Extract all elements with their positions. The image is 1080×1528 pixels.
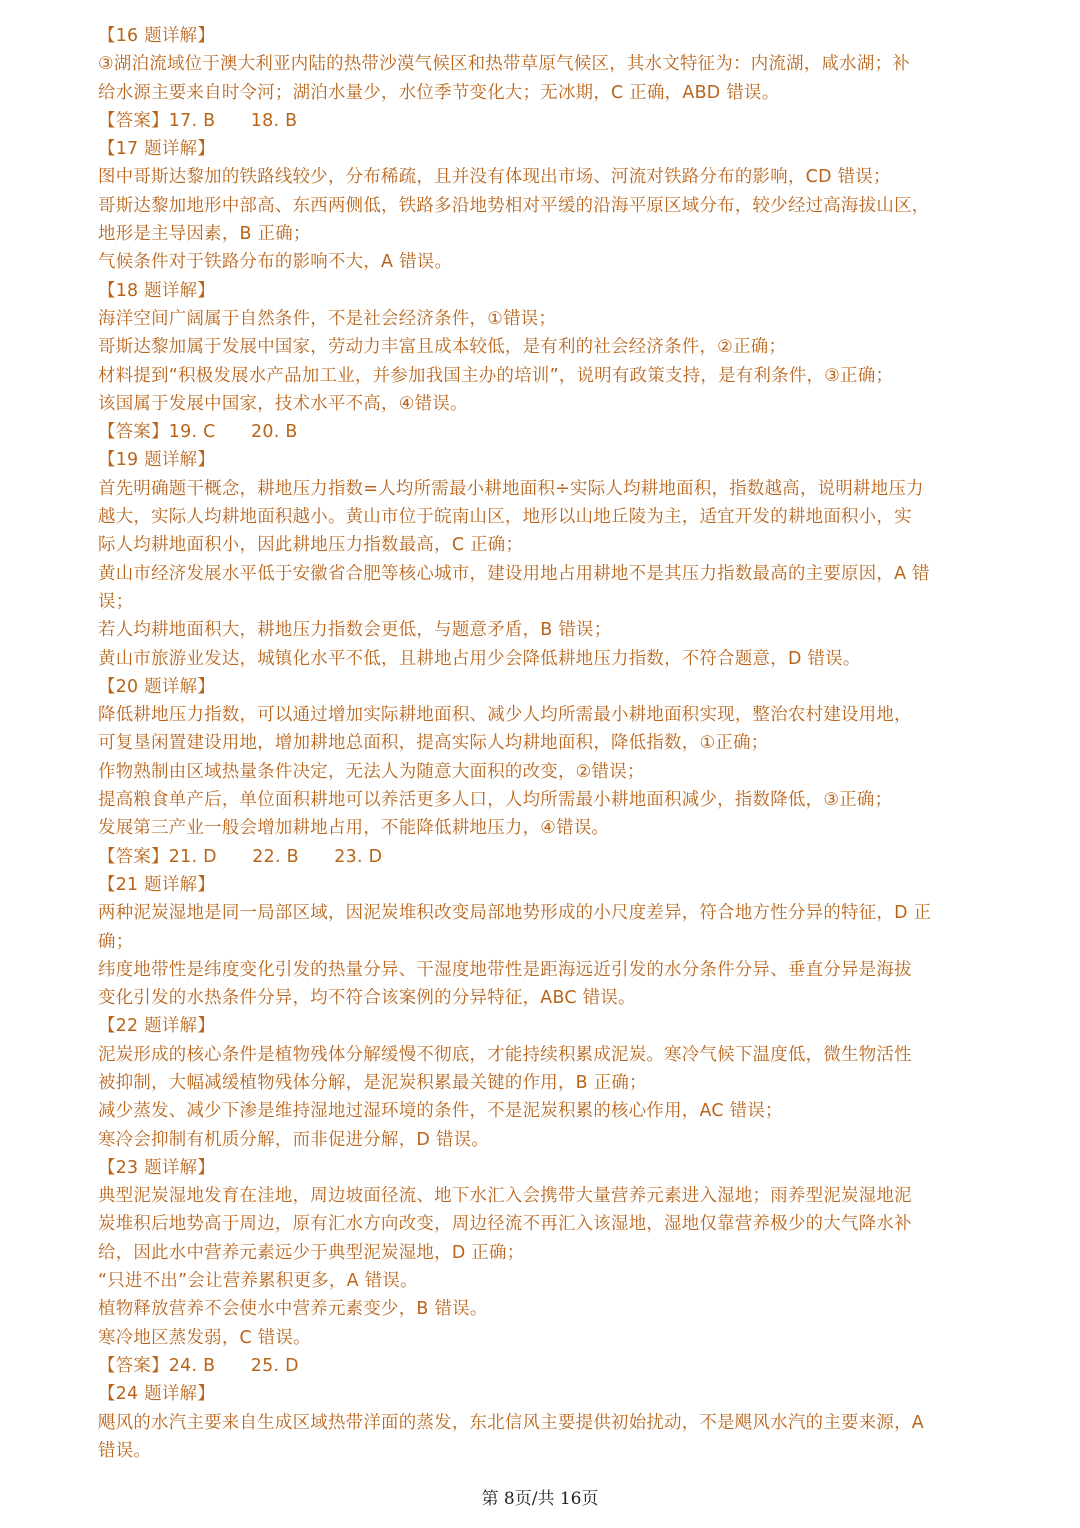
answer-line: 【答案】17. B 18. B bbox=[98, 110, 298, 131]
answer-line: 【答案】19. C 20. B bbox=[98, 422, 298, 443]
text-line: 典型泥炭湿地发育在洼地，周边坡面径流、地下水汇入会携带大量营养元素进入湿地；雨养型泥炭湿地泥 bbox=[98, 1186, 912, 1207]
text-line: 地形是主导因素，B 正确； bbox=[98, 224, 311, 245]
text-line: 纬度地带性是纬度变化引发的热量分异、干湿度地带性是距海远近引发的水分条件分异、垂直分异是海拔 bbox=[98, 959, 912, 980]
page-footer: 第 8页/共 16页 bbox=[481, 1489, 599, 1509]
section-heading: 【18 题详解】 bbox=[98, 280, 216, 301]
text-line: 误； bbox=[98, 591, 134, 612]
text-line: 植物释放营养不会使水中营养元素变少，B 错误。 bbox=[98, 1299, 488, 1320]
text-line: 黄山市经济发展水平低于安徽省合肥等核心城市，建设用地占用耕地不是其压力指数最高的主要原因，A 错 bbox=[98, 563, 930, 584]
text-line: 哥斯达黎加地形中部高、东西两侧低，铁路多沿地势相对平缓的沿海平原区域分布，较少经过高海拔山区， bbox=[98, 195, 930, 216]
text-line: 若人均耕地面积大，耕地压力指数会更低，与题意矛盾，B 错误； bbox=[98, 620, 612, 641]
text-line: 首先明确题干概念，耕地压力指数=人均所需最小耕地面积÷实际人均耕地面积，指数越高，说明耕地压力 bbox=[98, 478, 924, 499]
text-line: 错误。 bbox=[98, 1440, 152, 1461]
text-line: 越大，实际人均耕地面积越小。黄山市位于皖南山区，地形以山地丘陵为主，适宜开发的耕地面积小，实 bbox=[98, 507, 912, 528]
text-line: 该国属于发展中国家，技术水平不高，④错误。 bbox=[98, 393, 468, 414]
section-heading: 【16 题详解】 bbox=[98, 26, 216, 46]
text-line: 被抑制，大幅减缓植物残体分解，是泥炭积累最关键的作用，B 正确； bbox=[98, 1072, 647, 1093]
text-line: 海洋空间广阔属于自然条件，不是社会经济条件，①错误； bbox=[98, 308, 557, 329]
text-line: 炭堆积后地势高于周边，原有汇水方向改变，周边径流不再汇入该湿地，湿地仅靠营养极少的大气降水补 bbox=[98, 1214, 912, 1235]
text-line: “只进不出”会让营养累积更多，A 错误。 bbox=[98, 1271, 418, 1292]
answer-line: 【答案】24. B 25. D bbox=[98, 1355, 299, 1376]
section-heading: 【17 题详解】 bbox=[98, 139, 216, 160]
section-heading: 【24 题详解】 bbox=[98, 1384, 216, 1405]
text-line: 泥炭形成的核心条件是植物残体分解缓慢不彻底，才能持续积累成泥炭。寒冷气候下温度低，微生物活性 bbox=[98, 1044, 912, 1065]
text-line: 降低耕地压力指数，可以通过增加实际耕地面积、减少人均所需最小耕地面积实现，整治农村建设用地， bbox=[98, 705, 912, 726]
text-line: 际人均耕地面积小，因此耕地压力指数最高，C 正确； bbox=[98, 535, 524, 556]
text-line: 提高粮食单产后，单位面积耕地可以养活更多人口，人均所需最小耕地面积减少，指数降低，③正确； bbox=[98, 790, 893, 811]
text-line: 减少蒸发、减少下渗是维持湿地过湿环境的条件，不是泥炭积累的核心作用，AC 错误； bbox=[98, 1101, 783, 1122]
answer-line: 【答案】21. D 22. B 23. D bbox=[98, 846, 383, 867]
text-line: 哥斯达黎加属于发展中国家，劳动力丰富且成本较低，是有利的社会经济条件，②正确； bbox=[98, 337, 787, 358]
section-heading: 【23 题详解】 bbox=[98, 1157, 216, 1178]
text-line: ③湖泊流域位于澳大利亚内陆的热带沙漠气候区和热带草原气候区，其水文特征为：内流湖，咸水湖；补 bbox=[98, 54, 910, 75]
text-line: 作物熟制由区域热量条件决定，无法人为随意大面积的改变，②错误； bbox=[98, 761, 645, 782]
text-line: 变化引发的水热条件分异，均不符合该案例的分异特征，ABC 错误。 bbox=[98, 988, 636, 1009]
text-line: 给水源主要来自时令河；湖泊水量少，水位季节变化大；无冰期，C 正确，ABD 错误。 bbox=[98, 82, 780, 103]
text-line: 寒冷地区蒸发弱，C 错误。 bbox=[98, 1327, 311, 1348]
text-line: 飓风的水汽主要来自生成区域热带洋面的蒸发，东北信风主要提供初始扰动，不是飓风水汽的主要来源，A bbox=[98, 1412, 924, 1433]
text-line: 气候条件对于铁路分布的影响不大，A 错误。 bbox=[98, 252, 453, 273]
text-line: 黄山市旅游业发达，城镇化水平不低，且耕地占用少会降低耕地压力指数，不符合题意，D 错误。 bbox=[98, 648, 861, 669]
text-line: 给，因此水中营养元素远少于典型泥炭湿地，D 正确； bbox=[98, 1242, 525, 1263]
section-heading: 【19 题详解】 bbox=[98, 450, 216, 471]
text-line: 两种泥炭湿地是同一局部区域，因泥炭堆积改变局部地势形成的小尺度差异，符合地方性分异的特征，D 正 bbox=[98, 903, 932, 924]
text-line: 图中哥斯达黎加的铁路线较少，分布稀疏，且并没有体现出市场、河流对铁路分布的影响，CD 错误； bbox=[98, 167, 891, 188]
section-heading: 【21 题详解】 bbox=[98, 874, 216, 895]
text-line: 确； bbox=[98, 931, 134, 952]
answer-explanations bbox=[98, 22, 988, 1465]
text-line: 寒冷会抑制有机质分解，而非促进分解，D 错误。 bbox=[98, 1129, 490, 1150]
section-heading: 【20 题详解】 bbox=[98, 676, 216, 697]
section-heading: 【22 题详解】 bbox=[98, 1016, 216, 1037]
text-line: 可复垦闲置建设用地，增加耕地总面积，提高实际人均耕地面积，降低指数，①正确； bbox=[98, 733, 769, 754]
text-line: 发展第三产业一般会增加耕地占用，不能降低耕地压力，④错误。 bbox=[98, 818, 610, 839]
text-line: 材料提到“积极发展水产品加工业，并参加我国主办的培训”，说明有政策支持，是有利条件，③正确； bbox=[98, 365, 894, 386]
